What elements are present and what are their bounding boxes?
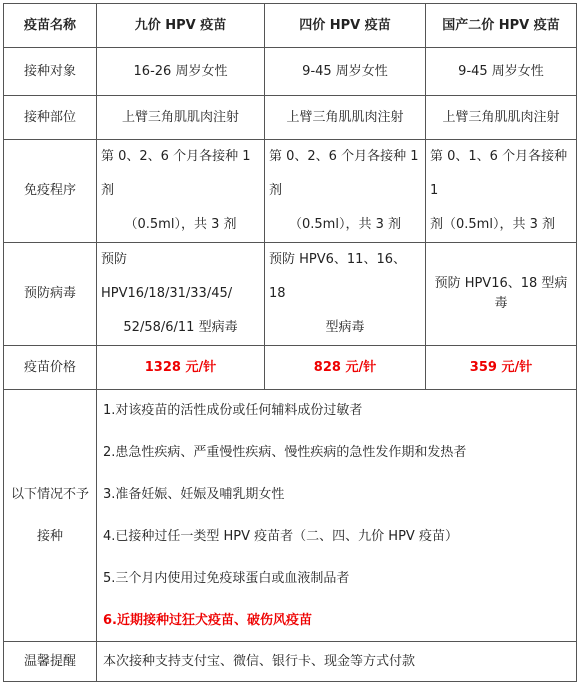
price-4valent: 828 元/针 xyxy=(265,346,426,390)
header-domestic-2valent: 国产二价 HPV 疫苗 xyxy=(426,4,577,48)
schedule-9valent-line2: （0.5ml），共 3 剂 xyxy=(124,217,237,232)
site-4valent: 上臂三角肌肌肉注射 xyxy=(265,96,426,140)
contraindication-item: 5.三个月内使用过免疫球蛋白或血液制品者 xyxy=(103,570,350,586)
price-2valent: 359 元/针 xyxy=(426,346,577,390)
price-9valent: 1328 元/针 xyxy=(97,346,265,390)
contraindication-item: 3.准备妊娠、妊娠及哺乳期女性 xyxy=(103,486,285,502)
header-vaccine-name: 疫苗名称 xyxy=(4,4,97,48)
contraindication-item: 4.已接种过任一类型 HPV 疫苗者（二、四、九价 HPV 疫苗） xyxy=(103,528,458,544)
virus-9valent-line1: 预防 HPV16/18/31/33/45/ xyxy=(101,252,233,301)
target-label: 接种对象 xyxy=(4,48,97,96)
site-label: 接种部位 xyxy=(4,96,97,140)
price-row xyxy=(4,346,577,390)
contraindication-item: 1.对该疫苗的活性成份或任何辅料成份过敏者 xyxy=(103,402,363,418)
virus-4valent xyxy=(265,243,426,346)
schedule-9valent-line1: 第 0、2、6 个月各接种 1 剂 xyxy=(101,149,251,198)
virus-9valent-line2: 52/58/6/11 型病毒 xyxy=(123,320,238,335)
schedule-2valent xyxy=(426,140,577,243)
site-2valent: 上臂三角肌肌肉注射 xyxy=(426,96,577,140)
contraindications-label-line1: 以下情况不予 xyxy=(10,486,89,502)
site-row xyxy=(4,96,577,140)
tips-row xyxy=(4,642,577,682)
target-row xyxy=(4,48,577,96)
virus-4valent-line1: 预防 HPV6、11、16、18 xyxy=(269,252,406,301)
contraindication-item: 2.患急性疾病、严重慢性疾病、慢性疾病的急性发作期和发热者 xyxy=(103,444,467,460)
contraindications-label xyxy=(4,390,97,642)
site-9valent: 上臂三角肌肌肉注射 xyxy=(97,96,265,140)
virus-2valent: 预防 HPV16、18 型病毒 xyxy=(426,243,577,346)
schedule-4valent-line1: 第 0、2、6 个月各接种 1 剂 xyxy=(269,149,419,198)
contraindications-label-line2: 接种 xyxy=(36,528,63,544)
target-4valent: 9-45 周岁女性 xyxy=(265,48,426,96)
contraindications-list xyxy=(97,390,577,642)
target-2valent: 9-45 周岁女性 xyxy=(426,48,577,96)
header-row xyxy=(4,4,577,48)
target-9valent: 16-26 周岁女性 xyxy=(97,48,265,96)
schedule-row xyxy=(4,140,577,243)
schedule-label: 免疫程序 xyxy=(4,140,97,243)
tips-text: 本次接种支持支付宝、微信、银行卡、现金等方式付款 xyxy=(97,642,577,682)
tips-label: 温馨提醒 xyxy=(4,642,97,682)
virus-label: 预防病毒 xyxy=(4,243,97,346)
header-9valent: 九价 HPV 疫苗 xyxy=(97,4,265,48)
schedule-4valent xyxy=(265,140,426,243)
schedule-2valent-line2: 剂（0.5ml），共 3 剂 xyxy=(430,217,555,232)
header-4valent: 四价 HPV 疫苗 xyxy=(265,4,426,48)
virus-9valent xyxy=(97,243,265,346)
contraindication-item-highlight: 6.近期接种过狂犬疫苗、破伤风疫苗 xyxy=(103,612,312,628)
schedule-2valent-line1: 第 0、1、6 个月各接种 1 xyxy=(430,149,568,198)
hpv-vaccine-comparison-table xyxy=(3,3,577,682)
schedule-4valent-line2: （0.5ml），共 3 剂 xyxy=(289,217,401,232)
price-label: 疫苗价格 xyxy=(4,346,97,390)
virus-row xyxy=(4,243,577,346)
virus-4valent-line2: 型病毒 xyxy=(325,320,365,335)
contraindications-row xyxy=(4,390,577,642)
schedule-9valent xyxy=(97,140,265,243)
